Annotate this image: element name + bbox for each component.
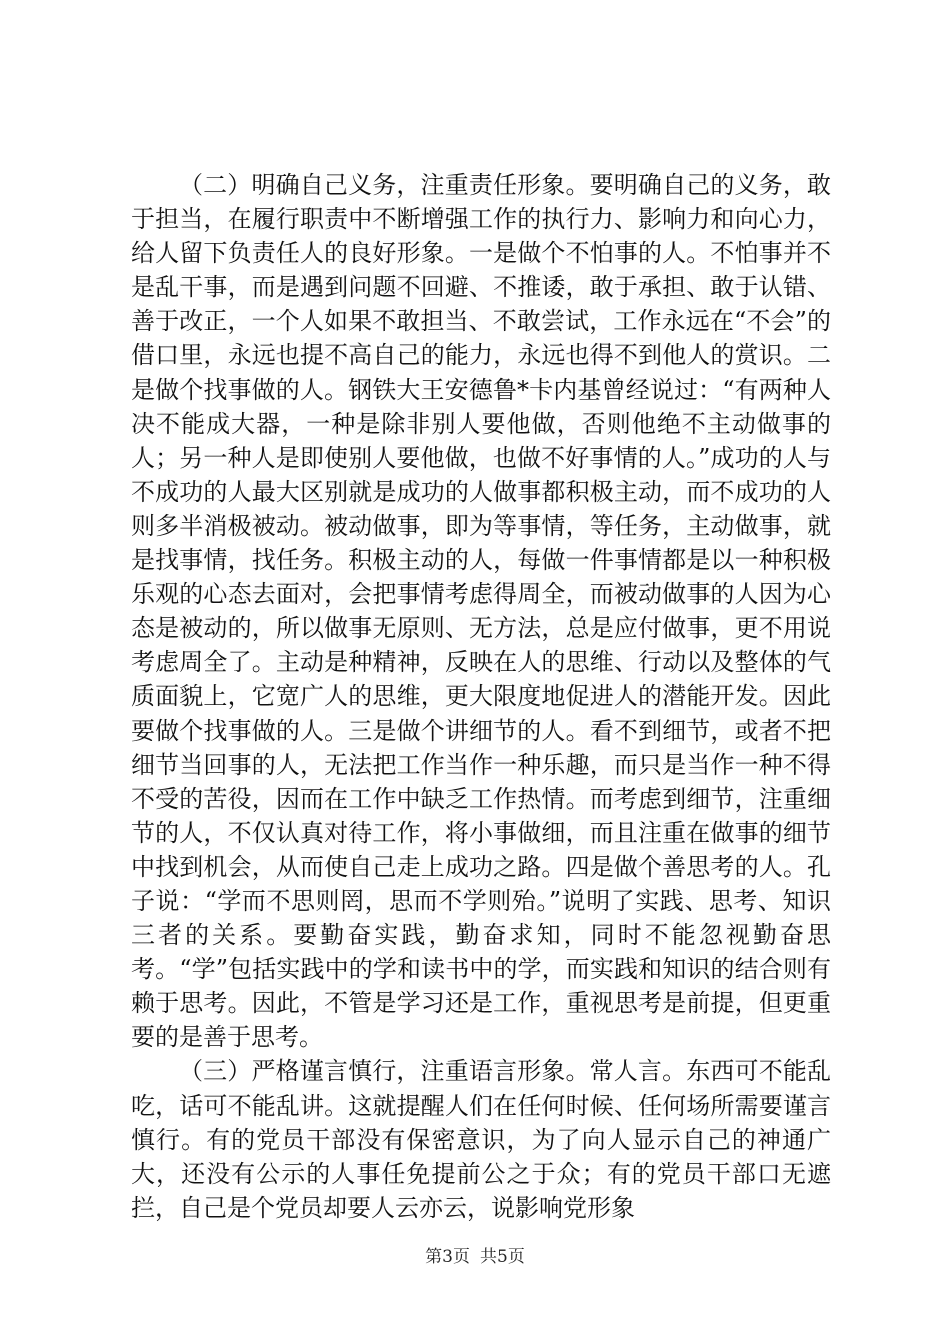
- page-total: 共5页: [480, 1247, 525, 1267]
- paragraph-section-three: （三）严格谨言慎行，注重语言形象。常人言。东西可不能乱吃，话可不能乱讲。这就提醒人们在任何时候、任何场所需要谨言慎行。有的党员干部没有保密意识，为了向人显示自己的神通广大，还没有公示的人事任免提前公之于众；有的党员干部口无遮拦，自己是个党员却要人云亦云，说影响党形象: [131, 1057, 831, 1222]
- paragraph-section-two: （二）明确自己义务，注重责任形象。要明确自己的义务，敢于担当，在履行职责中不断增强工作的执行力、影响力和向心力，给人留下负责任人的良好形象。一是做个不怕事的人。不怕事并不是乱干事，而是遇到问题不回避、不推诿，敢于承担、敢于认错、善于改正，一个人如果不敢担当、不敢尝试，工作永远在“不会”的借口里，永远也提不高自己的能力，永远也得不到他人的赏识。二是做个找事做的人。钢铁大王安德鲁*卡内基曾经说过：“有两种人决不能成大器，一种是除非别人要他做，否则他绝不主动做事的人；另一种人是即使别人要他做，也做不好事情的人。”成功的人与不成功的人最大区别就是成功的人做事都积极主动，而不成功的人则多半消极被动。被动做事，即为等事情，等任务，主动做事，就是找事情，找任务。积极主动的人，每做一件事情都是以一种积极乐观的心态去面对，会把事情考虑得周全，而被动做事的人因为心态是被动的，所以做事无原则、无方法，总是应付做事，更不用说考虑周全了。主动是种精神，反映在人的思维、行动以及整体的气质面貌上，它宽广人的思维，更大限度地促进人的潜能开发。因此要做个找事做的人。三是做个讲细节的人。看不到细节，或者不把细节当回事的人，无法把工作当作一种乐趣，而只是当作一种不得不受的苦役，因而在工作中缺乏工作热情。而考虑到细节，注重细节的人，不仅认真对待工作，将小事做细，而且注重在做事的细节中找到机会，从而使自己走上成功之路。四是做个善思考的人。孔子说：“学而不思则罔，思而不学则殆。”说明了实践、思考、知识三者的关系。要勤奋实践，勤奋求知，同时不能忽视勤奋思考。“学”包括实践中的学和读书中的学，而实践和知识的结合则有赖于思考。因此，不管是学习还是工作，重视思考是前提，但更重要的是善于思考。: [131, 171, 831, 1052]
- page-number: 第3页: [425, 1247, 470, 1267]
- page-footer: [0, 1246, 950, 1268]
- document-body: [131, 168, 831, 1225]
